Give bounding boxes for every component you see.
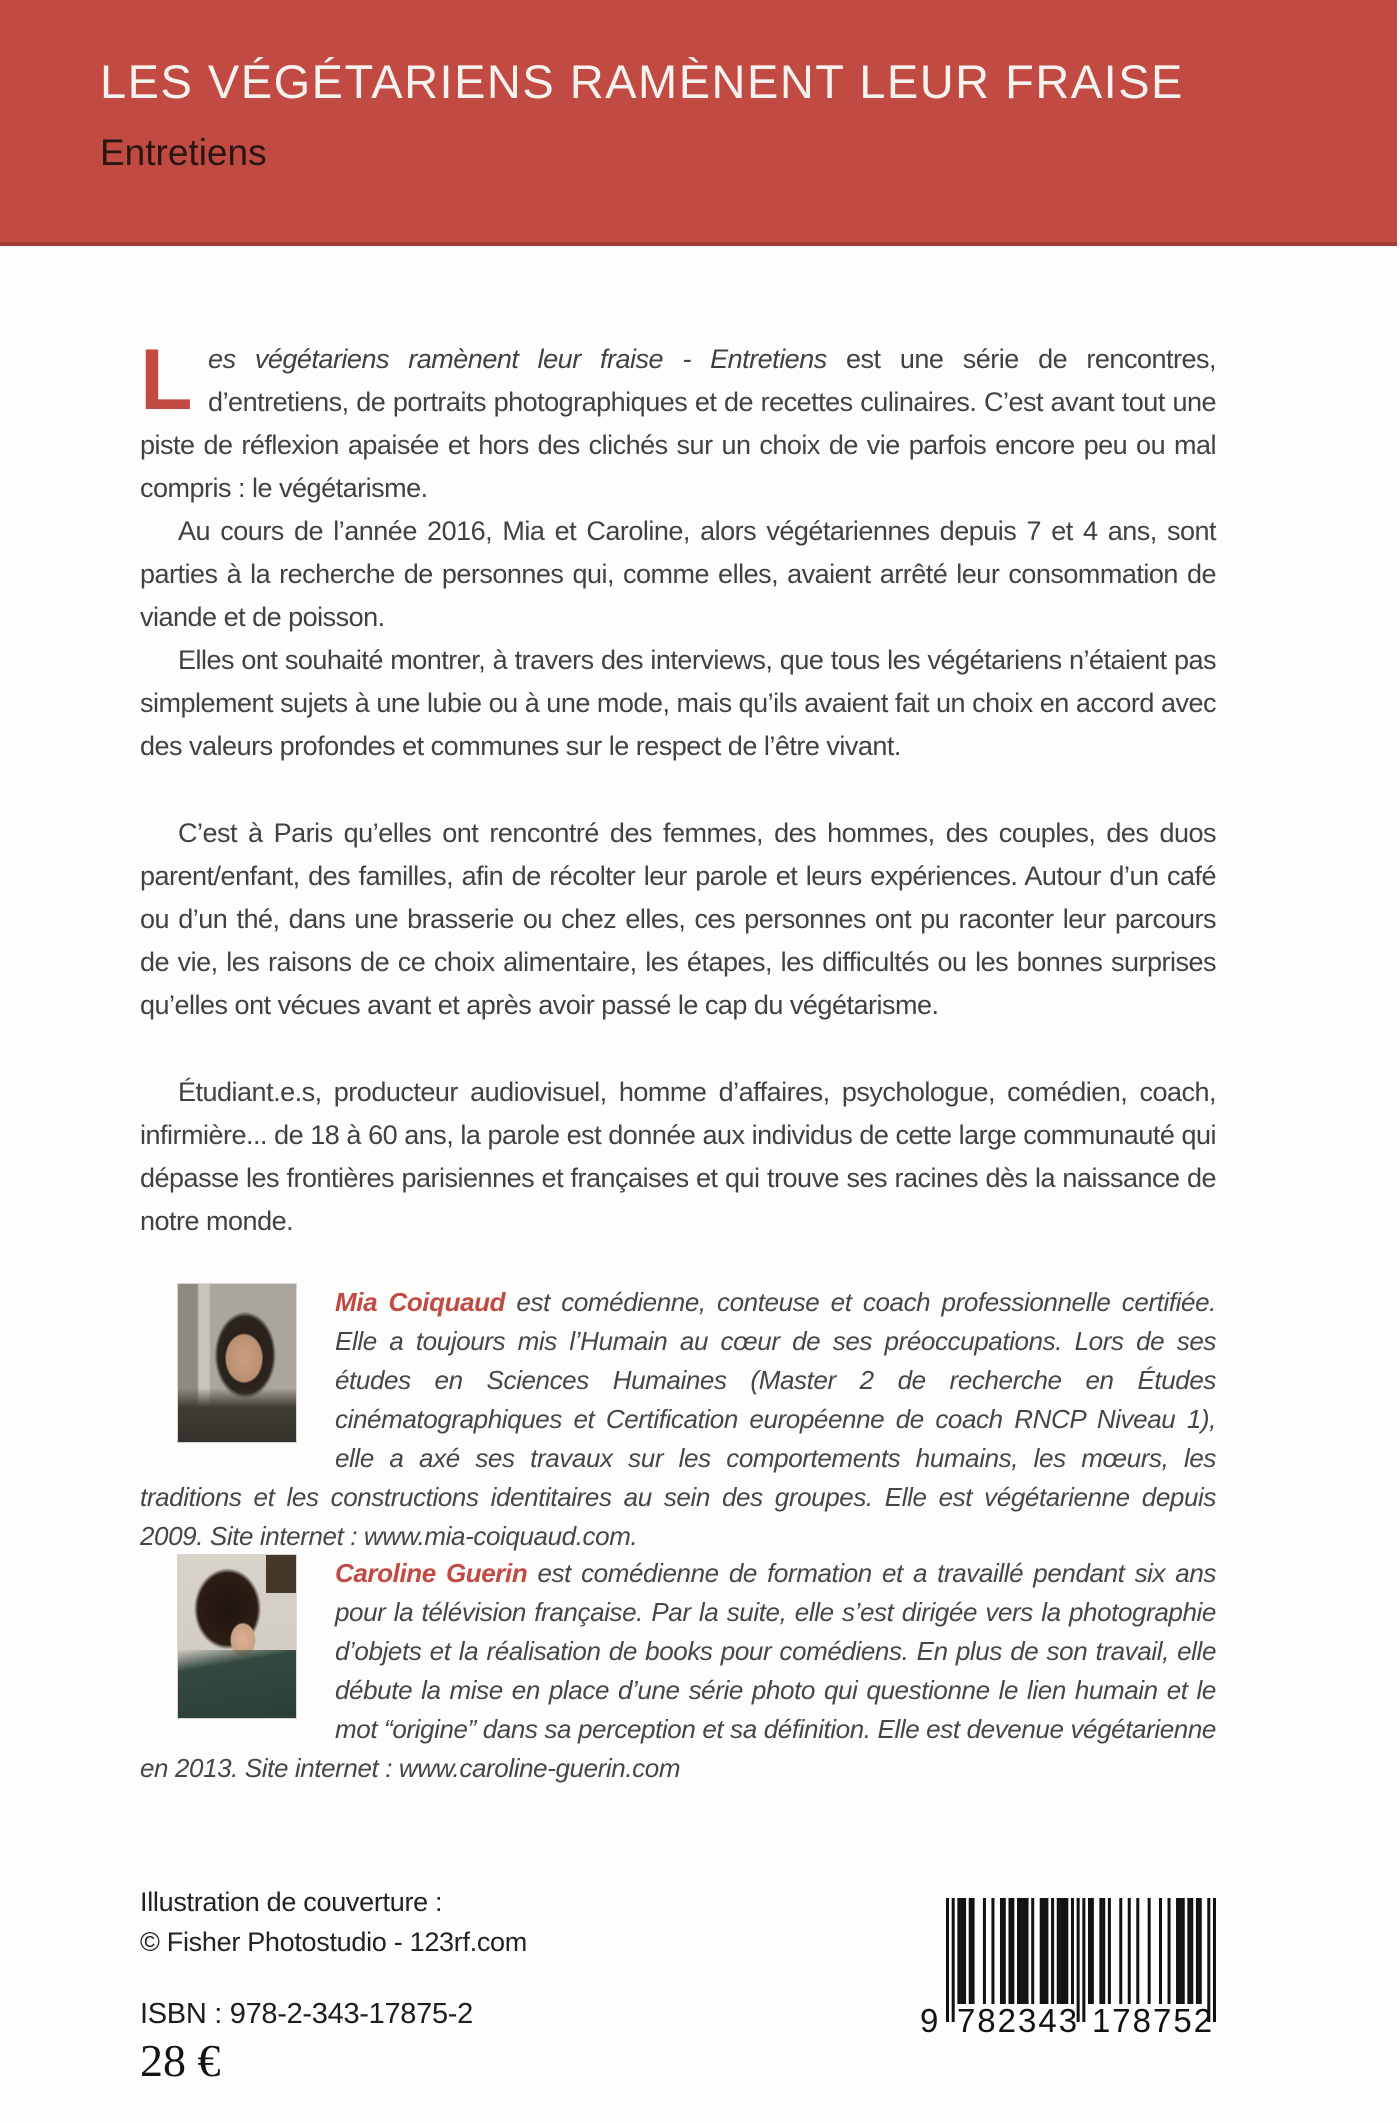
synopsis-paragraph-5: Étudiant.e.s, producteur audiovisuel, homme d’affaires, psychologue, comédien, coach, infirmière... de 18 à 60 ans, la parole est donnée aux individus de cette large communauté qui dépasse les frontières parisiennes et françaises et qui trouve ses racines dès la naissance de notre monde. — [140, 1077, 1216, 1236]
author-bio-mia: est comédienne, conteuse et coach professionnelle certifiée. Elle a toujours mis l’Humain au cœur de ses préoccupations. Lors de ses études en Sciences Humaines (Master 2 de recherche en Études cinématographiques et Certification européenne de coach RNCP Niveau 1), elle a axé ses travaux sur les comportements humains, les mœurs, les traditions et les constructions identitaires au sein des groupes. Elle est végétarienne depuis 2009. Site internet : www.mia-coiquaud.com. — [140, 1287, 1216, 1551]
illustration-credit — [140, 1882, 527, 1962]
synopsis-title-reference: es végétariens ramènent leur fraise - Entretiens — [208, 344, 827, 374]
barcode-digits-group1: 782343 — [956, 2002, 1080, 2039]
barcode-digits — [920, 2002, 1220, 2040]
price-text: 28 € — [140, 2035, 221, 2086]
barcode-digits-group2: 178752 — [1091, 2002, 1215, 2039]
title-banner — [0, 0, 1397, 246]
book-title: LES VÉGÉTARIENS RAMÈNENT LEUR FRAISE — [100, 55, 1184, 108]
author-photo-caroline — [177, 1554, 297, 1719]
drop-cap: L — [140, 332, 193, 428]
author-photo-caroline-sweater — [178, 1650, 296, 1718]
synopsis-paragraph-4: C’est à Paris qu’elles ont rencontré des femmes, des hommes, des couples, des duos parent/enfant, des familles, afin de récolter leur parole et leurs expériences. Autour d’un café ou d’un thé, dans une brasserie ou chez elles, ces personnes ont pu raconter leur parcours de vie, les raisons de ce choix alimentaire, les étapes, les difficultés ou les bonnes surprises qu’elles ont vécues avant et après avoir passé le cap du végétarisme. — [140, 818, 1216, 1020]
isbn-text: ISBN : 978-2-343-17875-2 — [140, 1998, 473, 2030]
author-section-caroline — [140, 1554, 1216, 1788]
author-photo-mia — [177, 1283, 297, 1443]
synopsis-paragraph-2: Au cours de l’année 2016, Mia et Caroline, alors végétariennes depuis 7 et 4 ans, sont parties à la recherche de personnes qui, comme elles, avaient arrêté leur consommation de viande et de poisson. — [140, 516, 1216, 632]
author-name-mia: Mia Coiquaud — [335, 1287, 506, 1317]
illustration-credit-line1: Illustration de couverture : — [140, 1887, 443, 1917]
author-bio-caroline: est comédienne de formation et a travaillé pendant six ans pour la télévision française. Par la suite, elle s’est dirigée vers la photographie d’objets et la réalisation de books pour comédiens. En plus de son travail, elle débute la mise en place d’une série photo qui questionne le lien humain et le mot “origine” dans sa perception et sa définition. Elle est devenue végétarienne en 2013. Site internet : www.caroline-guerin.com — [140, 1558, 1216, 1783]
author-section-mia — [140, 1283, 1216, 1556]
barcode-digit-left: 9 — [920, 2002, 941, 2039]
illustration-credit-line2: © Fisher Photostudio - 123rf.com — [140, 1927, 527, 1957]
synopsis-paragraph-3: Elles ont souhaité montrer, à travers des interviews, que tous les végétariens n’étaient pas simplement sujets à une lubie ou à une mode, mais qu’ils avaient fait un choix en accord avec des valeurs profondes et communes sur le respect de l’être vivant. — [140, 645, 1216, 761]
book-subtitle: Entretiens — [100, 132, 267, 173]
synopsis-paragraph-1-rest: est une série de rencontres, d’entretiens, de portraits photographiques et de recettes culinaires. C’est avant tout une piste de réflexion apaisée et hors des clichés sur un choix de vie parfois encore peu ou mal compris : le végétarisme. — [140, 344, 1216, 503]
author-photo-mia-clothing — [178, 1388, 296, 1442]
barcode — [920, 1898, 1220, 2044]
author-photo-caroline-frame — [266, 1555, 296, 1593]
author-name-caroline: Caroline Guerin — [335, 1558, 528, 1588]
synopsis — [140, 332, 1216, 1243]
synopsis-paragraph-1 — [140, 332, 1216, 510]
